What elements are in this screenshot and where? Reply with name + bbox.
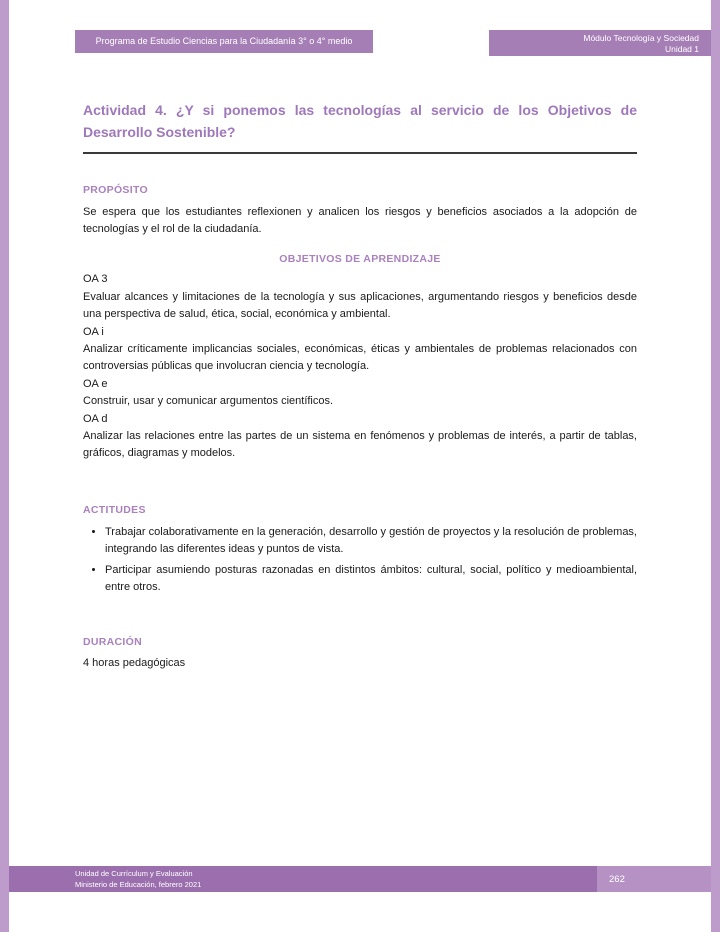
page-number: 262 [597, 866, 711, 892]
proposito-body: Se espera que los estudiantes reflexionen y analicen los riesgos y beneficios asociados a la adopción de tecnologías y el rol de la ciudadanía. [83, 206, 637, 236]
header-unit-label: Unidad 1 [664, 44, 699, 55]
activity-title: Actividad 4. ¿Y si ponemos las tecnologías al servicio de los Objetivos de Desarrollo Sostenible? [83, 102, 637, 140]
actitudes-bullet: • Participar asumiendo posturas razonadas en distintos ámbitos: cultural, social, político y medioambiental, entre otros. [105, 562, 637, 596]
header-program-label: Programa de Estudio Ciencias para la Ciudadanía 3° o 4° medio [75, 30, 373, 53]
header-module-label: Módulo Tecnología y Sociedad [583, 33, 699, 43]
duracion-body: 4 horas pedagógicas [83, 657, 186, 670]
oa-item [83, 271, 637, 322]
oa-label: OA 3 [83, 273, 108, 286]
oa-text: Analizar críticamente implicancias sociales, económicas, éticas y ambientales de problemas relacionados con controversias públicas que involucran ciencia y tecnología. [83, 342, 637, 372]
footer-line1: Unidad de Currículum y Evaluación [75, 869, 193, 878]
actitudes-list [83, 524, 637, 596]
footer-line2: Ministerio de Educación, febrero 2021 [75, 879, 202, 889]
title-divider [83, 152, 637, 154]
oa-label: OA e [83, 377, 108, 390]
actitudes-bullet: • Trabajar colaborativamente en la generación, desarrollo y gestión de proyectos y la resolución de problemas, integrando las diferentes ideas y puntos de vista. [105, 524, 637, 558]
actitudes-heading: ACTITUDES [83, 503, 146, 516]
oa-item [83, 411, 637, 462]
oa-label: OA i [83, 325, 104, 338]
proposito-heading: PROPÓSITO [83, 184, 148, 197]
footer-credits [75, 869, 201, 890]
document-content [83, 100, 637, 672]
oa-item [83, 324, 637, 375]
oa-text: Evaluar alcances y limitaciones de la tecnología y sus aplicaciones, argumentando riesgos y beneficios desde una perspectiva de salud, ética, social, económica y ambiental. [83, 290, 637, 320]
footer-bar [9, 866, 711, 892]
header-module-box [489, 30, 711, 56]
right-border-strip [711, 0, 720, 932]
oa-item [83, 376, 637, 410]
oa-text: Construir, usar y comunicar argumentos científicos. [83, 394, 334, 407]
oa-text: Analizar las relaciones entre las partes de un sistema en fenómenos y problemas de interés, a partir de tablas, gráficos, diagramas y modelos. [83, 429, 637, 459]
objetivos-heading: OBJETIVOS DE APRENDIZAJE [279, 253, 441, 266]
duracion-heading: DURACIÓN [83, 636, 142, 649]
left-border-strip [0, 0, 9, 932]
oa-list [83, 271, 637, 462]
oa-label: OA d [83, 412, 108, 425]
